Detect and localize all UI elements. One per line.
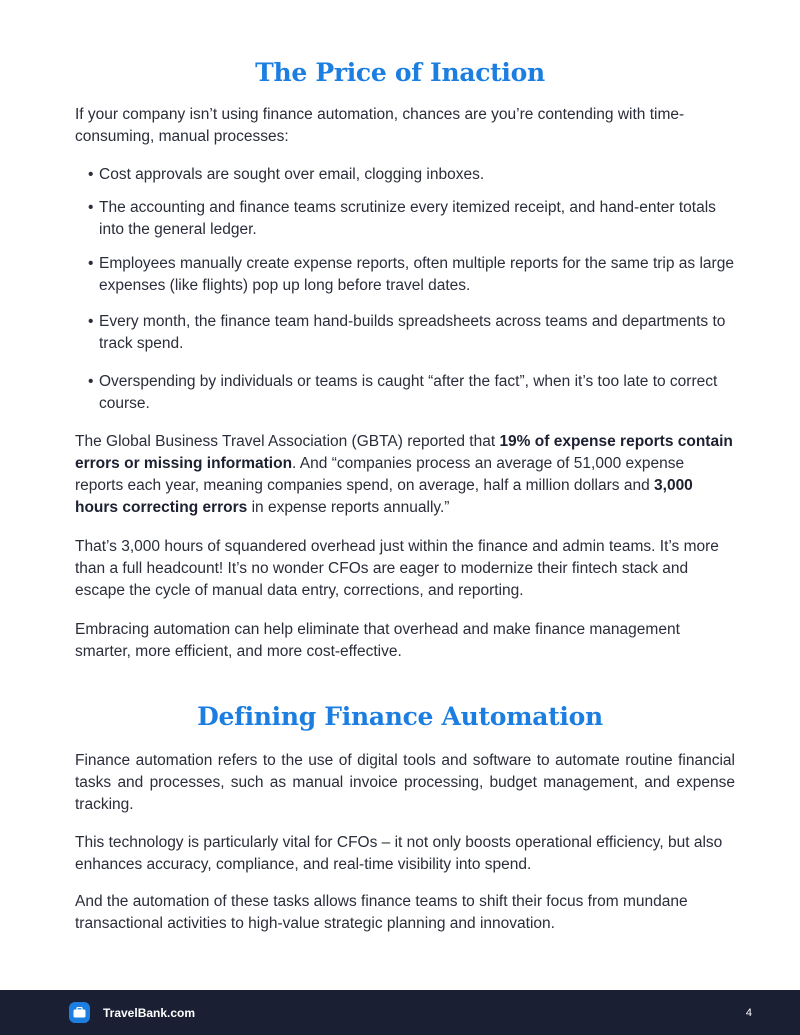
shift-paragraph: And the automation of these tasks allows finance teams to shift their focus from mundane transactional activities to high-value strategic planning and innovation.: [75, 893, 688, 932]
briefcase-icon: [69, 1002, 90, 1023]
section-title-price-of-inaction: The Price of Inaction: [255, 58, 545, 87]
headcount-paragraph: That’s 3,000 hours of squandered overhead just within the finance and admin teams. It’s more than a full headcount! It’s no wonder CFOs are eager to modernize their fintech stack and escape the cycle of manual data entry, corrections, and reporting.: [75, 538, 719, 599]
section-title-defining-finance-automation: Defining Finance Automation: [197, 702, 603, 731]
page-footer: [0, 990, 800, 1035]
list-item: • Every month, the finance team hand-builds spreadsheets across teams and departments to track spend.: [88, 313, 726, 352]
list-item: • Overspending by individuals or teams is caught “after the fact”, when it’s too late to correct course.: [88, 373, 718, 412]
intro-paragraph: If your company isn’t using finance automation, chances are you’re contending with time-consuming, manual processes:: [75, 106, 685, 145]
vital-paragraph: This technology is particularly vital for CFOs – it not only boosts operational efficiency, but also enhances accuracy, compliance, and real-time visibility into spend.: [75, 834, 723, 873]
error-rate-highlight: 19% of expense reports contain errors or missing information: [75, 433, 733, 472]
list-item: • Cost approvals are sought over email, clogging inboxes.: [88, 166, 485, 183]
list-item: • Employees manually create expense reports, often multiple reports for the same trip as large expenses (like flights) pop up long before travel dates.: [88, 255, 734, 294]
embracing-paragraph: Embracing automation can help eliminate that overhead and make finance management smarter, more efficient, and more cost-effective.: [75, 621, 680, 660]
gbta-paragraph: The Global Business Travel Association (GBTA) reported that 19% of expense reports contain errors or missing information. And “companies process an average of 51,000 expense reports each year, meaning companies spend, on average, half a million dollars and 3,000 hours correcting errors in expense reports annually.”: [75, 433, 733, 516]
footer-brand-link[interactable]: TravelBank.com: [103, 1006, 196, 1020]
hours-highlight: 3,000 hours correcting errors: [75, 477, 693, 516]
list-item: • The accounting and finance teams scrutinize every itemized receipt, and hand-enter totals into the general ledger.: [88, 199, 716, 238]
definition-paragraph: Finance automation refers to the use of digital tools and software to automate routine financial tasks and processes, such as manual invoice processing, budget management, and expense tracking.: [75, 752, 735, 813]
page-number: 4: [745, 1007, 752, 1019]
